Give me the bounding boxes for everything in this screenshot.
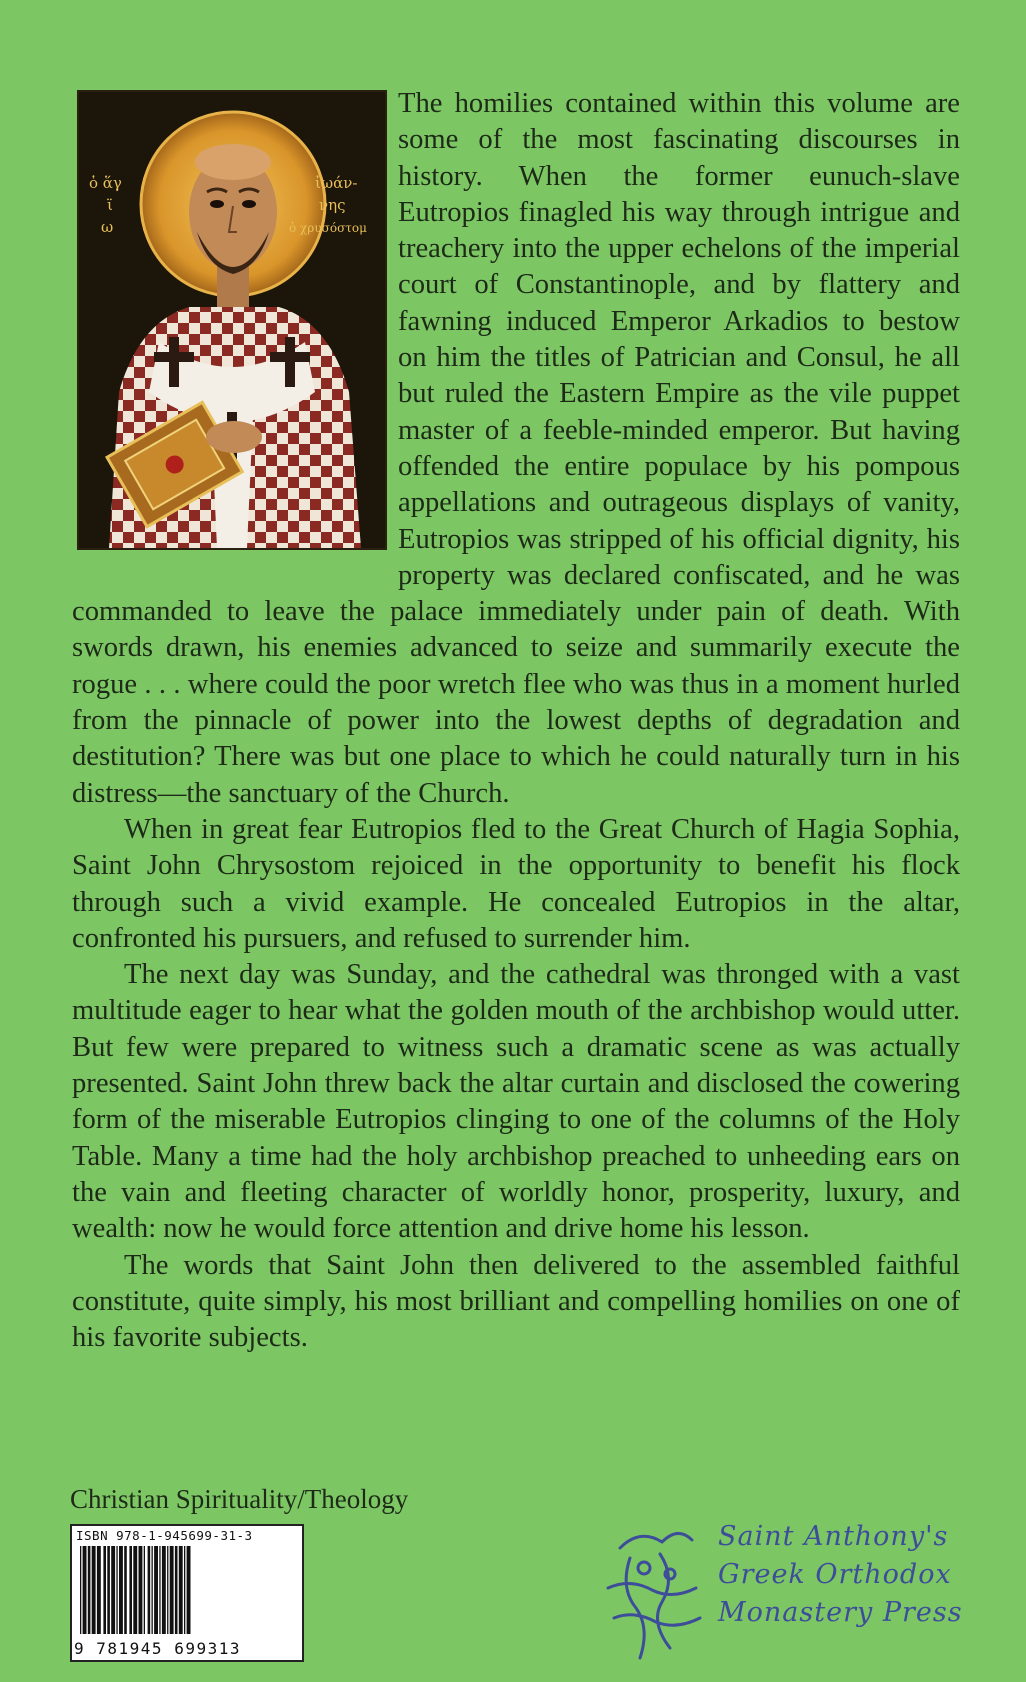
monastery-logo-icon <box>600 1518 710 1668</box>
publisher-line-3: Monastery Press <box>718 1597 963 1628</box>
icon-inscription-right-3: ὁ χρυσόστομ <box>289 221 367 235</box>
icon-inscription-left-3: ω <box>101 218 114 236</box>
category-label: Christian Spirituality/Theology <box>70 1484 409 1514</box>
icon-inscription-right-2: νης <box>319 196 346 214</box>
paragraph-2: When in great fear Eutropios fled to the Great Church of Hagia Sophia, Saint John Chrysostom rejoiced in the opportunity to benefit his flock through such a vivid example. He concealed Eutropios in the altar, confronted his pursuers, and refused to surrender him. <box>72 813 960 954</box>
barcode-number: 9 781945 699313 <box>74 1639 241 1658</box>
paragraph-4: The words that Saint John then delivered to the assembled faithful constitute, quite simply, his most brilliant and compelling homilies on one of his favorite subjects. <box>72 1249 960 1354</box>
publisher-line-1: Saint Anthony's <box>718 1521 949 1552</box>
publisher-name <box>718 1518 963 1632</box>
barcode-bars <box>78 1546 296 1634</box>
icon-inscription-left-2: ϊ <box>107 196 113 214</box>
blurb-text <box>72 86 960 1356</box>
isbn-label: ISBN 978-1-945699-31-3 <box>76 1528 253 1543</box>
icon-inscription-right-1: ἰωάν- <box>315 174 358 192</box>
isbn-barcode <box>70 1524 304 1662</box>
paragraph-3: The next day was Sunday, and the cathedral was thronged with a vast multitude eager to hear what the golden mouth of the archbishop would utter. But few were prepared to witness such a dramatic scene as was actually presented. Saint John threw back the altar curtain and disclosed the cowering form of the miserable Eutropios clinging to one of the columns of the Holy Table. Many a time had the holy archbishop preached to unheeding ears on the vain and fleeting character of worldly honor, prosperity, luxury, and wealth: now he would force attention and drive home his lesson. <box>72 959 960 1245</box>
image-wrap-spacer <box>72 86 398 560</box>
icon-inscription-left-1: ὁ ἅγ <box>89 174 122 192</box>
publisher-line-2: Greek Orthodox <box>718 1559 952 1590</box>
paragraph-1: The homilies contained within this volume are some of the most fascinating discourses in history. When the former eunuch-slave Eutropios finagled his way through intrigue and treachery into the upper echelons of the imperial court of Constantinople, and by flattery and fawning induced Emperor Arkadios to bestow on him the titles of Patrician and Consul, he all but ruled the Eastern Empire as the vile puppet master of a feeble-minded emperor. But having offended the entire populace by his pompous appellations and outrageous displays of vanity, Eutropios was stripped of his official dignity, his property was declared confiscated, and he was commanded to leave the palace immediately under pain of death. With swords drawn, his enemies advanced to seize and summarily execute the rogue . . . where could the poor wretch flee who was thus in a moment hurled from the pinnacle of power into the lowest depths of degradation and destitution? There was but one place to which he could naturally turn in his distress—the sanctuary of the Church. <box>72 88 960 809</box>
